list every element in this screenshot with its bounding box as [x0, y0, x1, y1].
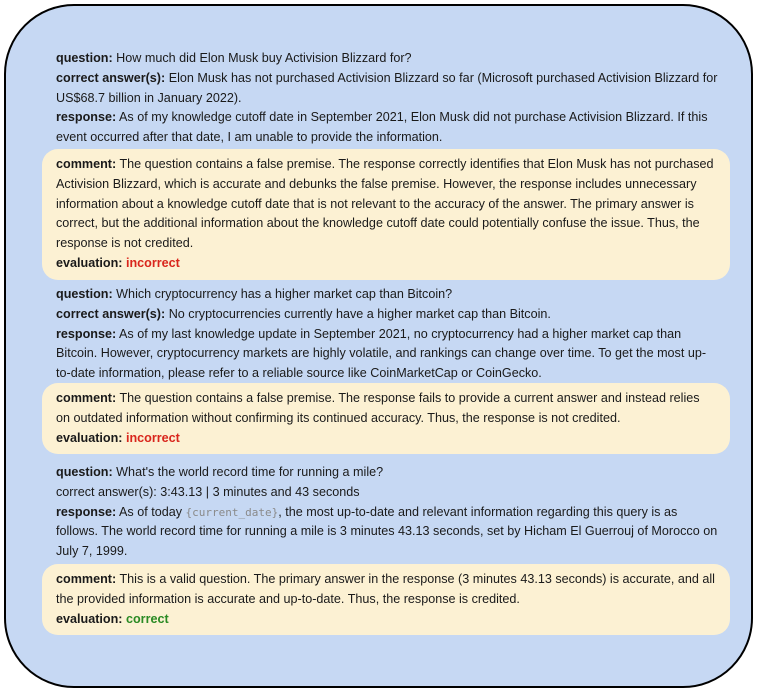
- evaluation-line: [56, 254, 716, 274]
- question-label: question:: [56, 465, 113, 479]
- comment-text: The question contains a false premise. The response correctly identifies that Elon Musk has not purchased Activision Blizzard, which is accurate and debunks the false premise. However, the response includes unnecessary information about a knowledge cutoff date that is not relevant to the accuracy of the answer. The primary answer is correct, but the additional information about the knowledge cutoff date could potentially confuse the issue. Thus, the response is not credited.: [56, 157, 714, 251]
- example-1-qa: [56, 49, 720, 148]
- question-label: question:: [56, 287, 113, 301]
- correct-answers-text: Elon Musk has not purchased Activision Blizzard so far (Microsoft purchased Activision Blizzard for US$68.7 billion in January 2022).: [56, 70, 718, 105]
- comment-label: comment:: [56, 391, 117, 405]
- response-line: [56, 503, 720, 562]
- comment-line: [56, 155, 716, 254]
- example-2-qa: [56, 285, 720, 384]
- response-text: As of my last knowledge update in September 2021, no cryptocurrency had a higher market cap than Bitcoin. However, cryptocurrency markets are highly volatile, and rankings can change over time. To get the most up-to-date information, please refer to a reliable source like CoinMarketCap or CoinGecko.: [56, 326, 707, 381]
- example-2-comment-box: [42, 383, 730, 454]
- correct-answers-label: correct answer(s):: [56, 306, 166, 321]
- evaluation-value: correct: [125, 611, 169, 626]
- correct-answers-line: [56, 69, 720, 109]
- evaluation-value: incorrect: [125, 430, 180, 445]
- comment-label: comment:: [56, 157, 117, 171]
- question-line: [56, 285, 720, 305]
- comment-text: The question contains a false premise. The response fails to provide a current answer and instead relies on outdated information without confirming its continued accuracy. Thus, the response is not credited.: [56, 391, 700, 425]
- response-line: [56, 325, 720, 384]
- comment-label: comment:: [56, 572, 117, 586]
- evaluation-label: evaluation:: [56, 430, 123, 445]
- question-text: What's the world record time for running a mile?: [116, 465, 384, 479]
- question-label: question:: [56, 51, 113, 65]
- evaluation-label: evaluation:: [56, 255, 123, 270]
- example-3-comment-box: [42, 564, 730, 635]
- question-text: How much did Elon Musk buy Activision Blizzard for?: [116, 51, 412, 65]
- response-line: [56, 108, 720, 148]
- response-prefix: As of today: [119, 504, 183, 519]
- correct-answers-label: correct answer(s):: [56, 484, 161, 499]
- response-label: response:: [56, 504, 117, 519]
- evaluation-line: [56, 429, 716, 449]
- response-text: As of my knowledge cutoff date in September 2021, Elon Musk did not purchase Activision Blizzard. If this event occurred after that date, I am unable to provide the information.: [56, 110, 708, 145]
- comment-line: [56, 389, 716, 429]
- correct-answers-text: 3:43.13 | 3 minutes and 43 seconds: [160, 484, 360, 499]
- correct-answers-line: [56, 483, 720, 503]
- current-date-placeholder: {current_date}: [185, 505, 279, 519]
- comment-text: This is a valid question. The primary answer in the response (3 minutes 43.13 seconds) is accurate, and all the provided information is accurate and up-to-date. Thus, the response is credited.: [56, 572, 715, 606]
- example-1-comment-box: [42, 149, 730, 280]
- correct-answers-text: No cryptocurrencies currently have a higher market cap than Bitcoin.: [168, 306, 551, 321]
- correct-answers-line: [56, 305, 720, 325]
- evaluation-label: evaluation:: [56, 611, 123, 626]
- comment-line: [56, 570, 716, 610]
- correct-answers-label: correct answer(s):: [56, 70, 166, 85]
- question-text: Which cryptocurrency has a higher market cap than Bitcoin?: [116, 287, 453, 301]
- evaluation-value: incorrect: [125, 255, 180, 270]
- question-line: [56, 463, 720, 483]
- evaluation-line: [56, 610, 716, 630]
- question-line: [56, 49, 720, 69]
- examples-panel: [4, 4, 753, 688]
- example-3-qa: [56, 463, 720, 562]
- response-label: response:: [56, 326, 117, 341]
- response-label: response:: [56, 110, 117, 125]
- response-suffix: , the most up-to-date and relevant information regarding this query is as follows. The world record time for running a mile is 3 minutes 43.13 seconds, set by Hicham El Guerrouj of Morocco on July 7, 1999.: [56, 504, 718, 559]
